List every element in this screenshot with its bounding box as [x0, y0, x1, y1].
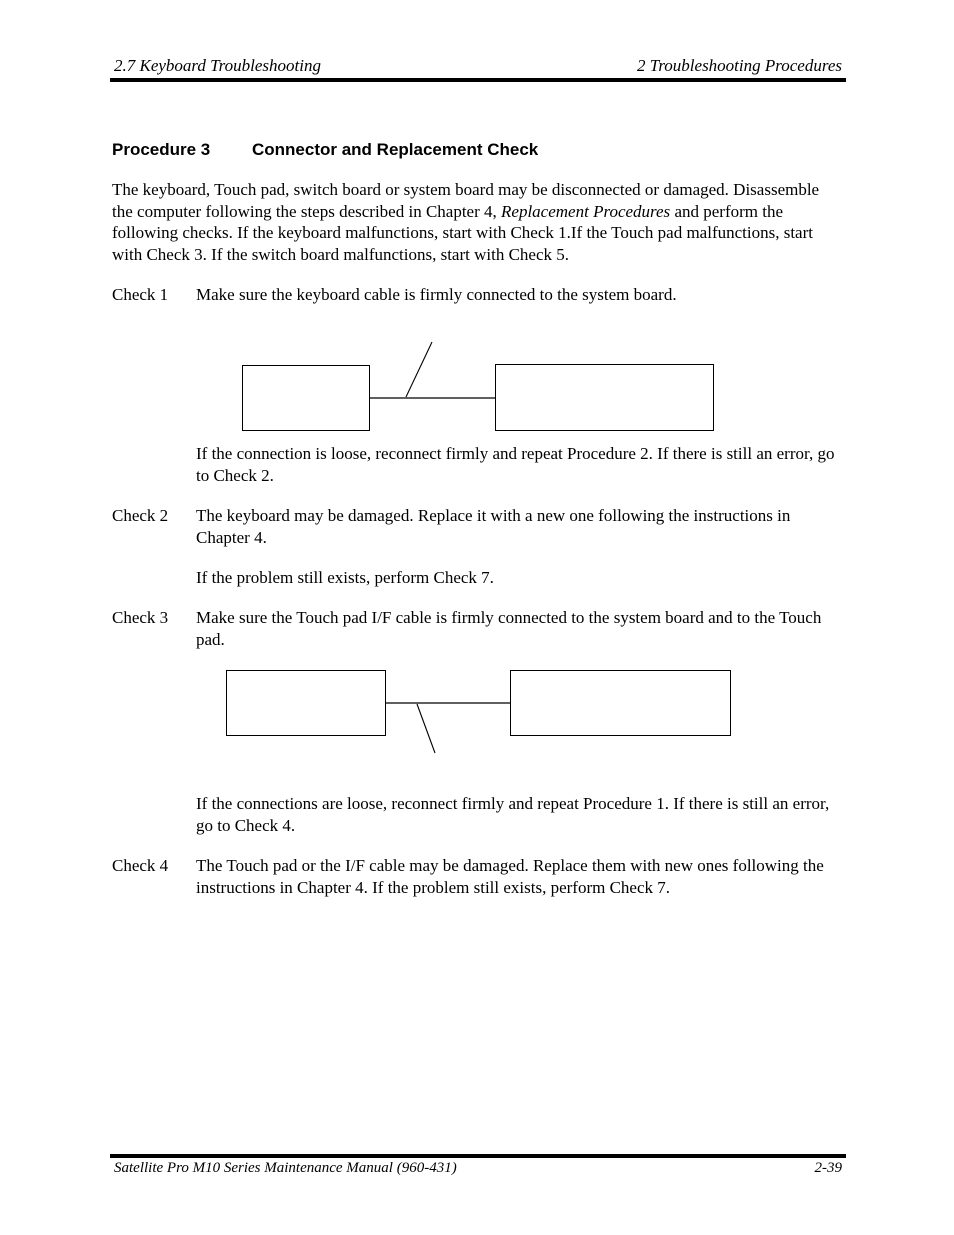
check-3-text: Make sure the Touch pad I/F cable is firmly connected to the system board and to the Touch pad. [196, 608, 822, 649]
check-4-text: The Touch pad or the I/F cable may be damaged. Replace them with new ones following the instructions in Chapter 4. If the problem still exists, perform Check 7. [196, 856, 824, 897]
check-2-followup: If the problem still exists, perform Check 7. [196, 568, 494, 587]
intro-text-1: The keyboard, Touch pad, switch board or system board may be disconnected or damaged. Disassemble the computer following the steps described in Chapter 4, [112, 180, 820, 221]
page-number: 2-39 [814, 1160, 842, 1176]
intro-italic-reference: Replacement Procedures [501, 201, 671, 221]
check-1-label: Check 1 [112, 285, 169, 304]
footer-manual-title: Satellite Pro M10 Series Maintenance Manual (960-431) [114, 1160, 457, 1176]
footer-rule [110, 1154, 846, 1158]
check-1-followup: If the connection is loose, reconnect firmly and repeat Procedure 2. If there is still an error, go to Check 2. [196, 444, 835, 485]
check-2-label: Check 2 [112, 506, 169, 525]
header-section-title: 2.7 Keyboard Troubleshooting [114, 56, 321, 75]
check-3-followup: If the connections are loose, reconnect firmly and repeat Procedure 1. If there is still an error, go to Check 4. [196, 794, 830, 835]
intro-text-2: and perform the following checks. If the keyboard malfunctions, start with Check 1.If the Touch pad malfunctions, start with Check 3. If the switch board malfunctions, start with Check 5. [112, 201, 813, 264]
procedure-title: Connector and Replacement Check [252, 140, 539, 159]
check-1-text: Make sure the keyboard cable is firmly connected to the system board. [196, 285, 677, 304]
header-chapter-title: 2 Troubleshooting Procedures [637, 56, 842, 75]
check-2-text: The keyboard may be damaged. Replace it with a new one following the instructions in Chapter 4. [196, 506, 791, 547]
check-4-label: Check 4 [112, 856, 169, 875]
procedure-number: Procedure 3 [112, 140, 211, 159]
diagram-2-pointer-line [417, 704, 435, 753]
page-footer [112, 1160, 844, 1180]
diagram-1-pointer-line [406, 342, 432, 397]
check-3-label: Check 3 [112, 608, 169, 627]
